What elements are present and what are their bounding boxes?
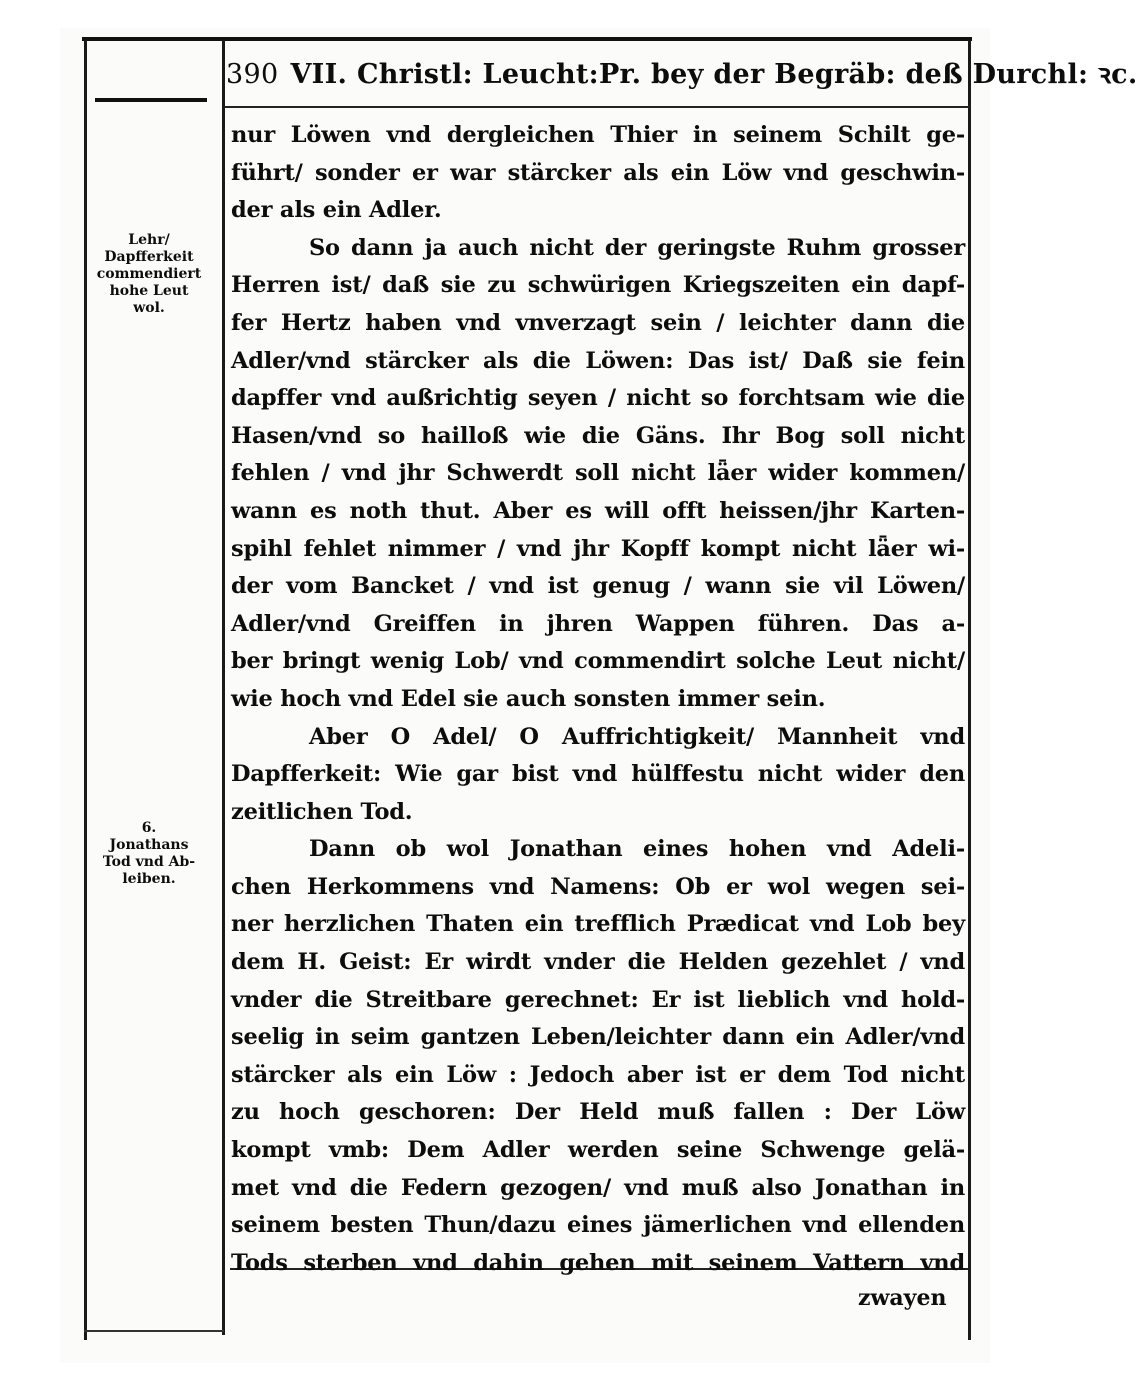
text-line: fehlen / vnd jhr Schwerdt soll nicht lǟer wider kommen/ <box>231 460 965 487</box>
text-line: seelig in seim gantzen Leben/leichter dann ein Adler/vnd <box>231 1024 965 1051</box>
margin-note-line: Dapfferkeit <box>104 249 194 265</box>
text-line: kompt vmb: Dem Adler werden seine Schwenge gelä- <box>231 1137 965 1164</box>
running-title: VII. Christl: Leucht:Pr. bey der Begräb: deß Durchl: ꝛc. <box>290 59 1138 90</box>
text-line: ber bringt wenig Lob/ vnd commendirt solche Leut nicht/ <box>231 648 965 675</box>
text-line: Herren ist/ daß sie zu schwürigen Kriegszeiten ein dapf- <box>231 272 965 299</box>
text-line: met vnd die Federn gezogen/ vnd muß also Jonathan in <box>231 1174 965 1201</box>
margin-note-dapfferkeit <box>86 232 212 317</box>
text-line: Dann ob wol Jonathan eines hohen vnd Adeli- <box>309 836 965 863</box>
text-line: dapffer vnd außrichtig seyen / nicht so forchtsam wie die <box>231 385 965 412</box>
text-line: zeitlichen Tod. <box>231 798 413 825</box>
text-line: seinem besten Thun/dazu eines jämerlichen vnd ellenden <box>231 1212 965 1239</box>
text-line: dem H. Geist: Er wirdt vnder die Helden gezehlet / vnd <box>231 949 965 976</box>
text-line: Adler/vnd stärcker als die Löwen: Das ist/ Daß sie fein <box>231 347 965 374</box>
margin-note-line: wol. <box>133 300 165 316</box>
margin-divider-rule <box>222 40 225 1335</box>
margin-note-line: Lehr/ <box>128 232 170 248</box>
margin-note-line: hohe Leut <box>109 283 189 299</box>
top-frame-rule <box>82 37 972 41</box>
running-header <box>226 50 1138 100</box>
margin-note-jonathan <box>86 820 212 888</box>
margin-note-line: commendiert <box>96 266 202 282</box>
text-line: chen Herkommens vnd Namens: Ob er wol wegen sei- <box>231 873 965 900</box>
margin-note-line: leiben. <box>122 871 176 887</box>
text-line: Hasen/vnd so hailloß wie die Gäns. Ihr Bog soll nicht <box>231 422 965 449</box>
text-line: wie hoch vnd Edel sie auch sonsten immer sein. <box>231 685 826 712</box>
text-line: Tods sterben vnd dahin gehen mit seinem Vattern vnd <box>231 1249 965 1276</box>
text-line: stärcker als ein Löw : Jedoch aber ist er dem Tod nicht <box>231 1061 965 1088</box>
main-text-column <box>231 117 965 1282</box>
text-line: ner herzlichen Thaten ein trefflich Prædicat vnd Lob bey <box>231 911 965 938</box>
text-line: fer Hertz haben vnd vnverzagt sein / leichter dann die <box>231 309 965 336</box>
text-line: führt/ sonder er war stärcker als ein Löw vnd geschwin- <box>231 159 965 186</box>
text-line: Aber O Adel/ O Auffrichtigkeit/ Mannheit vnd <box>309 723 965 750</box>
header-underline-rule <box>224 106 970 108</box>
text-line: wann es noth thut. Aber es will offt heissen/jhr Karten- <box>231 497 965 524</box>
margin-column-rule <box>95 98 207 102</box>
catchword: zwayen <box>858 1285 947 1311</box>
text-line: So dann ja auch nicht der geringste Ruhm grosser <box>309 234 965 261</box>
right-frame-rule <box>968 40 971 1340</box>
text-line: Dapfferkeit: Wie gar bist vnd hülffestu nicht wider den <box>231 761 965 788</box>
text-line: der als ein Adler. <box>231 197 442 224</box>
margin-bottom-rule <box>84 1330 224 1332</box>
margin-note-line: Tod vnd Ab- <box>102 854 196 870</box>
text-line: nur Löwen vnd dergleichen Thier in seinem Schilt ge- <box>231 122 965 148</box>
margin-note-line: Jonathans <box>109 837 189 853</box>
text-line: der vom Bancket / vnd ist genug / wann sie vil Löwen/ <box>231 573 965 600</box>
text-line: Adler/vnd Greiffen in jhren Wappen führen. Das a- <box>231 610 965 637</box>
page-number: 390 <box>226 59 279 90</box>
text-line: vnder die Streitbare gerechnet: Er ist lieblich vnd hold- <box>231 986 965 1013</box>
text-line: zu hoch geschoren: Der Held muß fallen : Der Löw <box>231 1099 965 1126</box>
text-line: spihl fehlet nimmer / vnd jhr Kopff kompt nicht lǟer wi- <box>231 535 965 562</box>
margin-note-line: 6. <box>141 820 157 836</box>
